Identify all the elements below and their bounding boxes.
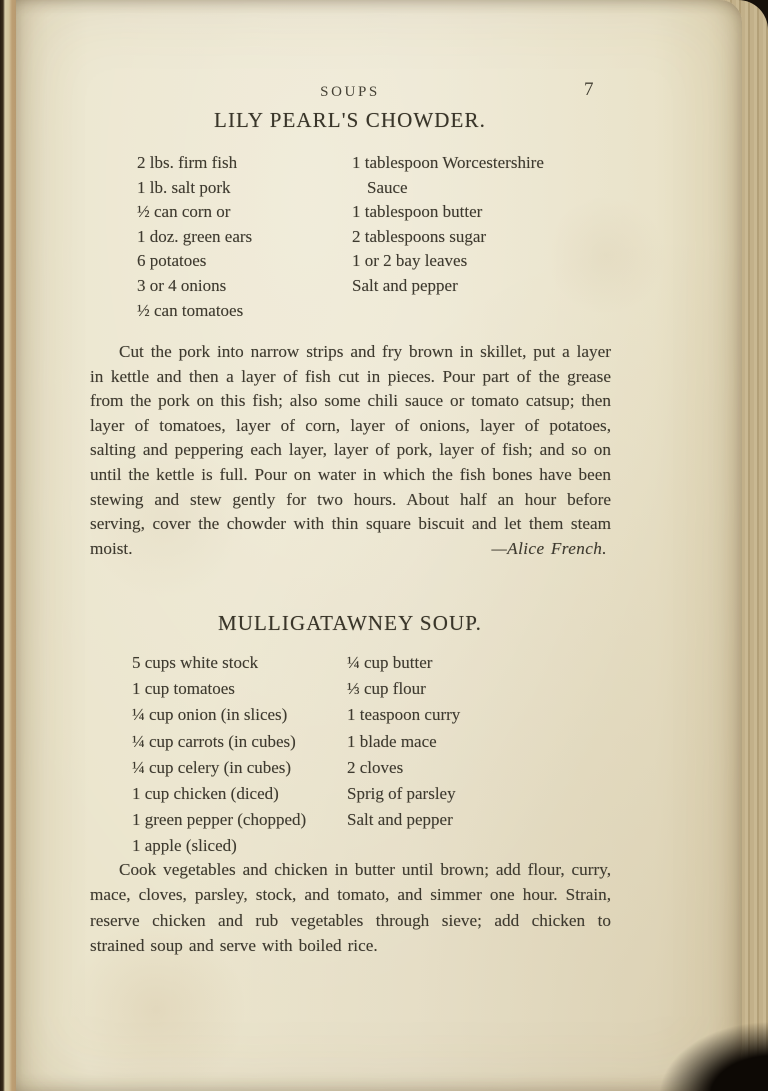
ingredient-line: 2 lbs. firm fish <box>137 153 238 172</box>
ingredient-line: ½ can corn or <box>137 202 231 222</box>
ingredient-line: 1 tablespoon butter <box>352 202 483 222</box>
ingredient-line: 1 apple (sliced) <box>132 836 237 856</box>
ingredient-line-continuation: Sauce <box>367 177 408 197</box>
recipe-1-ingredients-left-column <box>137 151 252 323</box>
page-number: 7 <box>584 79 594 100</box>
ingredient-line: ¼ cup carrots (in cubes) <box>132 731 296 751</box>
ingredient-line: ¼ cup celery (in cubes) <box>132 757 292 777</box>
ingredient-line: ¼ cup onion (in slices) <box>132 705 288 725</box>
ingredient-line: 1 blade mace <box>347 731 437 751</box>
recipe-2-ingredients-right-column <box>347 650 460 833</box>
ingredient-line: 1 cup tomatoes <box>132 679 235 699</box>
ingredient-line: 1 or 2 bay leaves <box>352 251 468 271</box>
recipe-1-instructions-text: Cut the pork into narrow strips and fry brown in skillet, put a layer in kettle and then a layer of fish cut in pieces. Pour part of the grease from the pork on this fish; also some chili sauce or tomato catsup; then layer of tomatoes, layer of corn, layer of onions, layer of potatoes, salting and peppering each layer, layer of pork, layer of fish; and so on until the kettle is full. Pour on water in which the fish bones have been stewing and stew gently for two hours. About half an hour before serving, cover the chowder with thin square biscuit and let them steam moist. <box>90 342 611 558</box>
ingredient-line: Sprig of parsley <box>347 783 456 803</box>
recipe-1-instructions <box>90 340 611 561</box>
recipe-2-ingredients-left-column <box>132 650 306 860</box>
recipe-2-title: MULLIGATAWNEY SOUP. <box>217 611 483 635</box>
ingredient-line: ½ can tomatoes <box>137 300 244 320</box>
ingredient-line: 1 green pepper (chopped) <box>132 810 307 830</box>
ingredient-line: 5 cups white stock <box>132 653 259 672</box>
running-header: SOUPS <box>320 84 380 100</box>
ingredient-line: 1 lb. salt pork <box>137 177 231 197</box>
bottom-right-shadow <box>658 1021 768 1091</box>
ingredient-line: 2 cloves <box>347 757 404 777</box>
ingredient-line: Salt and pepper <box>352 275 458 295</box>
ingredient-line: 2 tablespoons sugar <box>352 226 487 246</box>
ingredient-line: 1 tablespoon Worcestershire <box>352 153 544 172</box>
ingredient-line: ¼ cup butter <box>347 653 433 672</box>
ingredient-line: 1 doz. green ears <box>137 226 253 246</box>
recipe-1-ingredients-right-column <box>352 151 544 299</box>
ingredient-line: Salt and pepper <box>347 810 453 830</box>
ingredient-line: 1 cup chicken (diced) <box>132 783 279 803</box>
ingredient-line: ⅓ cup flour <box>347 679 426 699</box>
ingredient-line: 3 or 4 onions <box>137 275 227 295</box>
recipe-1-attribution: —Alice French. <box>491 538 607 558</box>
ingredient-line: 1 teaspoon curry <box>347 705 461 725</box>
ingredient-line: 6 potatoes <box>137 251 207 271</box>
recipe-1-title: LILY PEARL'S CHOWDER. <box>214 108 486 132</box>
recipe-2-instructions: Cook vegetables and chicken in butter until brown; add flour, curry, mace, cloves, parsley, stock, and tomato, and simmer one hour. Strain, reserve chicken and rub vegetables through sieve; add chicken to strained soup and serve with boiled rice. <box>90 860 611 956</box>
